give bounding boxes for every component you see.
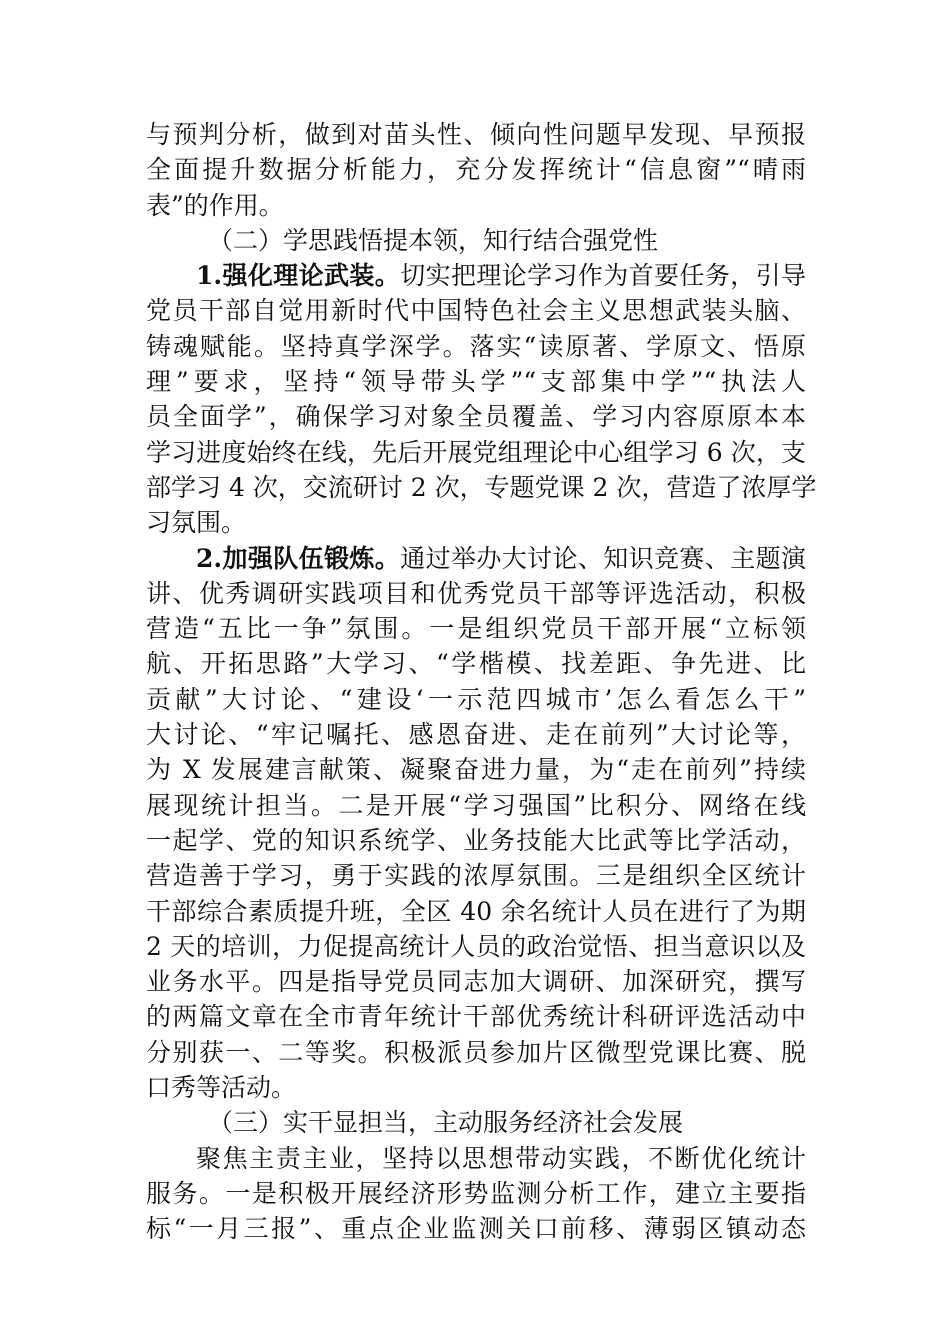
text-line: 与预判分析，做到对苗头性、倾向性问题早发现、早预报 [146, 120, 806, 149]
text-line: 航、开拓思路”大学习、“学楷模、找差距、争先进、比 [146, 649, 806, 679]
paragraph-first-line: 聚焦主责主业，坚持以思想带动实践，不断优化统计 [196, 1143, 806, 1173]
text-line: 贡献”大讨论、“建设‘一示范四城市’怎么看怎么干” [146, 684, 806, 714]
section-heading: （二）学思践悟提本领，知行结合强党性 [208, 225, 659, 255]
text-line: 的两篇文章在全市青年统计干部优秀统计科研评选活动中 [146, 1002, 806, 1032]
text-line: 营造善于学习，勇于实践的浓厚氛围。三是组织全区统计 [146, 861, 806, 891]
text-line: 员全面学”，确保学习对象全员覆盖、学习内容原原本本 [146, 402, 806, 432]
text-line: 服务。一是积极开展经济形势监测分析工作，建立主要指 [146, 1178, 806, 1208]
text-line: 铸魂赋能。坚持真学深学。落实“读原著、学原文、悟原 [146, 331, 806, 361]
text-line: 干部综合素质提升班，全区 40 余名统计人员在进行了为期 [146, 896, 806, 926]
text-line: 部学习 4 次，交流研讨 2 次，专题党课 2 次，营造了浓厚学 [146, 472, 817, 502]
text-run: 通过举办大讨论、知识竞赛、主题演 [400, 543, 806, 573]
text-line: 口秀等活动。 [146, 1073, 297, 1103]
text-line: 习氛围。 [146, 508, 247, 538]
subheading: 1.强化理论武装。 [196, 261, 401, 291]
text-line: 分别获一、二等奖。积极派员参加片区微型党课比赛、脱 [146, 1037, 806, 1067]
section-heading: （三）实干显担当，主动服务经济社会发展 [208, 1108, 684, 1138]
text-line: 营造“五比一争”氛围。一是组织党员干部开展“立标领 [146, 614, 806, 644]
text-line: 党员干部自觉用新时代中国特色社会主义思想武装头脑、 [146, 296, 806, 326]
text-line: 大讨论、“牢记嘱托、感恩奋进、走在前列”大讨论等， [146, 720, 806, 750]
paragraph-first-line [146, 258, 806, 293]
subheading: 2.加强队伍锻炼。 [196, 543, 401, 573]
text-line: 讲、优秀调研实践项目和优秀党员干部等评选活动，积极 [146, 578, 806, 608]
text-line: 学习进度始终在线，先后开展党组理论中心组学习 6 次，支 [146, 437, 806, 467]
text-line: 业务水平。四是指导党员同志加大调研、加深研究，撰写 [146, 967, 806, 997]
text-line: 标“一月三报”、重点企业监测关口前移、薄弱区镇动态 [146, 1214, 806, 1244]
text-line: 展现统计担当。二是开展“学习强国”比积分、网络在线 [146, 790, 806, 820]
document-body [146, 117, 817, 1247]
text-run: 切实把理论学习作为首要任务，引导 [400, 261, 806, 291]
text-line: 一起学、党的知识系统学、业务技能大比武等比学活动， [146, 825, 806, 855]
text-line: 全面提升数据分析能力，充分发挥统计“信息窗”“晴雨 [146, 155, 806, 185]
text-line: 2 天的培训，力促提高统计人员的政治觉悟、担当意识以及 [146, 931, 806, 961]
paragraph-first-line [146, 541, 806, 576]
text-line: 为 X 发展建言献策、凝聚奋进力量，为“走在前列”持续 [146, 755, 806, 785]
text-line: 理”要求，坚持“领导带头学”“支部集中学”“执法人 [146, 367, 806, 397]
text-line: 表”的作用。 [146, 190, 284, 220]
